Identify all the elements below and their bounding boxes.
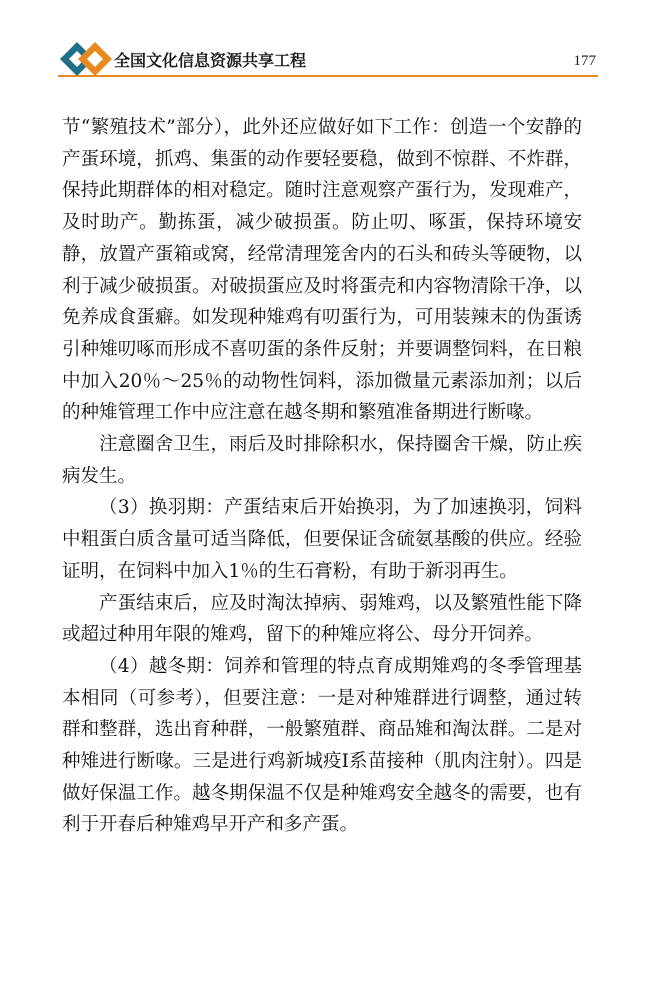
paragraph: （4）越冬期：饲养和管理的特点育成期雉鸡的冬季管理基本相同（可参考），但要注意：一是对种雉群进行调整，通过转群和整群，选出育种群，一般繁殖群、商品雉和淘汰群。二是对种雉进行断喙。三是进行鸡新城疫Ⅰ系苗接种（肌肉注射）。四是做好保温工作。越冬期保温不仅是种雉鸡安全越冬的需要，也有利于开春后种雉鸡早开产和多产蛋。	[62, 655, 582, 836]
logo-icon	[58, 40, 114, 78]
paragraph: 节“繁殖技术”部分），此外还应做好如下工作：创造一个安静的产蛋环境，抓鸡、集蛋的动作要轻要稳，做到不惊群、不炸群，保持此期群体的相对稳定。随时注意观察产蛋行为，发现难产，及时助产。勤拣蛋，减少破损蛋。防止叨、啄蛋，保持环境安静，放置产蛋箱或窝，经常清理笼舍内的石头和砖头等硬物，以利于减少破损蛋。对破损蛋应及时将蛋壳和内容物清除干净，以免养成食蛋癖。如发现种雉鸡有叨蛋行为，可用装辣末的伪蛋诱引种雉叨啄而形成不喜叨蛋的条件反射；并要调整饲料，在日粮中加入20％～25％的动物性饲料，添加微量元素添加剂；以后的种雉管理工作中应注意在越冬期和繁殖准备期进行断喙。	[62, 117, 582, 424]
paragraph: （3）换羽期：产蛋结束后开始换羽，为了加速换羽，饲料中粗蛋白质含量可适当降低，但要保证含硫氨基酸的供应。经验证明，在饲料中加入1％的生石膏粉，有助于新羽再生。	[62, 497, 582, 582]
header-divider	[58, 75, 598, 77]
paragraph: 注意圈舍卫生，雨后及时排除积水，保持圈舍干燥，防止疾病发生。	[62, 434, 582, 487]
paragraph: 产蛋结束后，应及时淘汰掉病、弱雉鸡，以及繁殖性能下降或超过种用年限的雉鸡，留下的种雉应将公、母分开饲养。	[62, 592, 582, 646]
page-number: 177	[573, 53, 596, 69]
body-text	[62, 112, 582, 841]
header-title: 全国文化信息资源共享工程	[114, 51, 307, 70]
page-header	[58, 40, 598, 78]
